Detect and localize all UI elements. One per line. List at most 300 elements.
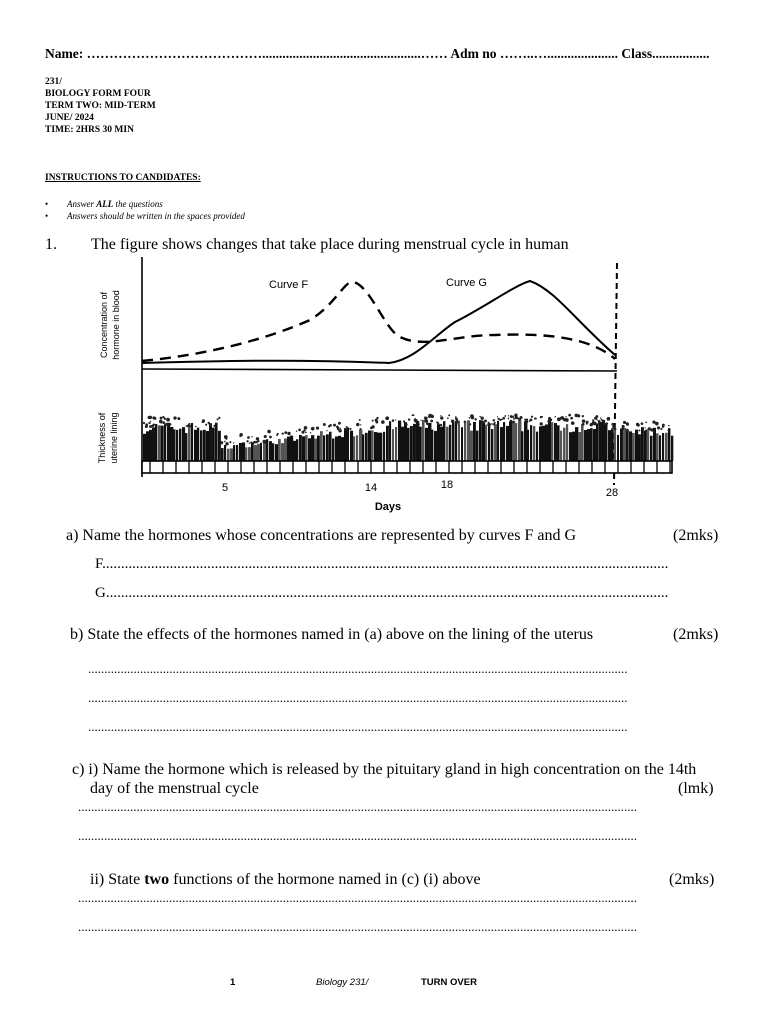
lining-stroke xyxy=(215,423,218,461)
lining-speck xyxy=(340,428,341,429)
lining-speck xyxy=(645,422,647,424)
term-title: TERM TWO: MID-TERM xyxy=(45,101,156,111)
instruction-item: • Answer ALL the questions xyxy=(45,199,163,209)
lining-stroke xyxy=(590,428,593,461)
lining-speck xyxy=(151,424,154,427)
lining-speck xyxy=(549,419,552,422)
lining-speck xyxy=(148,422,150,424)
lining-speck xyxy=(385,416,389,420)
lining-speck xyxy=(641,422,644,425)
lining-speck xyxy=(263,440,267,444)
lining-speck xyxy=(570,417,573,420)
lining-stroke xyxy=(209,424,212,461)
exam-time: TIME: 2HRS 30 MIN xyxy=(45,125,134,135)
lining-stroke xyxy=(644,431,647,461)
lining-speck xyxy=(225,438,227,440)
lining-speck xyxy=(582,415,584,417)
lining-stroke xyxy=(206,431,209,461)
lining-stroke xyxy=(596,424,599,461)
lining-stroke xyxy=(203,430,206,461)
lining-stroke xyxy=(218,431,221,461)
lining-stroke xyxy=(449,425,451,461)
lining-stroke xyxy=(494,424,497,461)
lining-stroke xyxy=(284,438,287,461)
lining-speck xyxy=(555,416,556,417)
lining-speck xyxy=(436,421,438,423)
lining-stroke xyxy=(437,424,440,461)
curve-f-label: Curve F xyxy=(269,279,309,291)
answer-line-1b-3[interactable]: ...................................................................................................................................................................... xyxy=(88,719,628,734)
lining-speck xyxy=(502,417,505,420)
lining-stroke xyxy=(245,447,247,461)
lining-speck xyxy=(510,420,512,422)
uterine-lining-diagram xyxy=(143,413,673,461)
lining-speck xyxy=(224,441,226,443)
lining-speck xyxy=(623,421,626,424)
lining-stroke xyxy=(314,439,317,461)
lining-stroke xyxy=(476,431,478,461)
question-1c-i-line2: day of the menstrual cycle xyxy=(90,780,259,797)
menstrual-cycle-figure xyxy=(95,255,695,515)
lining-stroke xyxy=(428,423,431,461)
question-stem: The figure shows changes that take place during menstrual cycle in human xyxy=(91,236,569,253)
lining-speck xyxy=(484,420,487,423)
lining-speck xyxy=(451,419,455,423)
lining-speck xyxy=(269,436,272,439)
lining-speck xyxy=(287,432,290,435)
lining-speck xyxy=(177,417,180,420)
answer-line-1c-ii-1[interactable]: ............................................................................................................................................................................ xyxy=(78,890,637,905)
lining-stroke xyxy=(539,426,542,461)
lining-stroke xyxy=(620,428,623,461)
question-1c-i-line1: c) i) Name the hormone which is released by the pituitary gland in high concentration on the 14th xyxy=(72,761,697,778)
lining-stroke xyxy=(512,421,515,461)
lining-speck xyxy=(491,423,493,425)
lining-stroke xyxy=(533,426,535,461)
lining-speck xyxy=(456,418,457,419)
lining-speck xyxy=(455,420,459,424)
lining-speck xyxy=(305,432,307,434)
lining-stroke xyxy=(161,426,164,461)
lining-stroke xyxy=(509,421,512,461)
lining-stroke xyxy=(404,422,407,461)
lining-speck xyxy=(218,417,220,419)
lining-speck xyxy=(455,416,457,418)
lining-speck xyxy=(475,418,477,420)
lining-stroke xyxy=(665,433,668,461)
lining-stroke xyxy=(611,428,614,461)
lining-stroke xyxy=(347,427,349,461)
lining-speck xyxy=(282,432,284,434)
lining-speck xyxy=(513,418,515,420)
question-number: 1. xyxy=(45,236,57,253)
lining-speck xyxy=(162,421,165,424)
x-axis-label: Days xyxy=(374,501,402,513)
ylabel-top-line1: Concentration of xyxy=(99,291,109,359)
lining-speck xyxy=(253,441,256,444)
lining-speck xyxy=(345,428,348,431)
answer-line-1c-i-1[interactable]: ............................................................................................................................................................................ xyxy=(78,799,637,814)
lining-speck xyxy=(166,418,170,422)
lining-stroke xyxy=(341,437,344,461)
lining-speck xyxy=(487,423,491,427)
lining-speck xyxy=(336,425,339,428)
lining-speck xyxy=(456,424,458,426)
lining-speck xyxy=(420,420,421,421)
lining-stroke xyxy=(278,439,281,461)
lining-stroke xyxy=(221,448,224,461)
lining-stroke xyxy=(371,430,374,461)
lining-stroke xyxy=(500,427,503,461)
lining-stroke xyxy=(401,427,404,461)
footer-paper-code: Biology 231/ xyxy=(316,977,369,988)
lining-stroke xyxy=(173,429,176,461)
lining-stroke xyxy=(626,431,629,461)
lining-speck xyxy=(479,416,481,418)
lining-stroke xyxy=(491,429,493,461)
lining-stroke xyxy=(182,427,185,461)
lining-speck xyxy=(333,424,336,427)
lining-speck xyxy=(508,415,509,416)
lining-speck xyxy=(169,423,172,426)
lining-speck xyxy=(161,422,163,424)
lining-speck xyxy=(499,419,501,421)
lining-speck xyxy=(529,420,531,422)
lining-speck xyxy=(392,419,395,422)
lining-stroke xyxy=(545,424,548,461)
paper-code: 231/ xyxy=(45,77,62,87)
lining-speck xyxy=(205,424,207,426)
lining-stroke xyxy=(329,432,332,461)
lining-stroke xyxy=(464,421,466,461)
day-tick-marks xyxy=(150,461,670,473)
lining-speck xyxy=(381,420,385,424)
lining-stroke xyxy=(356,435,358,461)
lining-speck xyxy=(652,420,655,423)
marks-1b: (2mks) xyxy=(673,626,719,643)
lining-stroke xyxy=(659,435,661,461)
lining-stroke xyxy=(353,436,355,461)
lining-speck xyxy=(636,423,639,426)
lining-speck xyxy=(440,415,441,416)
lining-stroke xyxy=(593,429,596,461)
lining-speck xyxy=(540,422,543,425)
lining-stroke xyxy=(653,428,656,461)
lining-speck xyxy=(440,416,443,419)
lining-stroke xyxy=(623,428,626,461)
lining-stroke xyxy=(380,433,382,461)
lining-speck xyxy=(542,416,543,417)
lining-stroke xyxy=(260,443,262,461)
lining-speck xyxy=(195,426,197,428)
lining-stroke xyxy=(335,436,338,461)
lining-stroke xyxy=(191,423,193,461)
lining-stroke xyxy=(179,429,181,461)
tick-label-5: 5 xyxy=(221,482,229,494)
lining-stroke xyxy=(305,435,308,461)
lining-speck xyxy=(612,425,615,428)
lining-stroke xyxy=(248,447,251,461)
lining-stroke xyxy=(470,431,473,461)
lining-stroke xyxy=(344,428,347,461)
lining-speck xyxy=(413,414,415,416)
lining-speck xyxy=(233,442,234,443)
question-1c-ii: ii) State two functions of the hormone named in (c) (i) above xyxy=(90,871,481,888)
marks-1a: (2mks) xyxy=(673,527,719,544)
lining-stroke xyxy=(422,420,425,461)
lining-speck xyxy=(534,417,536,419)
lining-stroke xyxy=(641,427,644,461)
lining-stroke xyxy=(332,438,334,461)
marks-1c-i: (lmk) xyxy=(678,780,714,797)
lining-stroke xyxy=(176,430,178,461)
answer-line-1b-2[interactable]: ...................................................................................................................................................................... xyxy=(88,690,628,705)
lining-stroke xyxy=(230,448,233,461)
lining-stroke xyxy=(443,421,445,461)
lining-speck xyxy=(424,419,428,423)
candidate-details-line: Name: …………………………………...............................................…… Adm no ……..…..................... Class................. xyxy=(45,46,710,61)
lining-stroke xyxy=(536,432,538,461)
lining-speck xyxy=(395,419,396,420)
lining-stroke xyxy=(431,430,433,461)
lining-speck xyxy=(338,422,341,425)
lining-speck xyxy=(229,441,231,443)
lining-stroke xyxy=(566,424,568,461)
lining-stroke xyxy=(599,422,602,461)
answer-line-g[interactable]: G...................................................................................................................................................... xyxy=(95,585,669,601)
lining-stroke xyxy=(155,424,157,461)
lining-speck xyxy=(301,431,304,434)
lining-stroke xyxy=(410,426,413,461)
lining-speck xyxy=(422,423,423,424)
lining-stroke xyxy=(455,421,457,461)
lining-stroke xyxy=(527,430,529,461)
lining-speck xyxy=(508,418,509,419)
lining-stroke xyxy=(560,431,562,461)
lining-speck xyxy=(513,417,514,418)
instruction-item: • Answers should be written in the spaces provided xyxy=(45,211,245,221)
lining-stroke xyxy=(569,432,572,461)
lining-speck xyxy=(239,433,243,437)
lining-speck xyxy=(316,426,319,429)
lining-stroke xyxy=(308,438,311,461)
lining-speck xyxy=(603,422,605,424)
lining-stroke xyxy=(146,431,149,461)
lining-speck xyxy=(213,425,215,427)
lining-stroke xyxy=(467,420,470,461)
lining-stroke xyxy=(572,432,575,461)
lining-speck xyxy=(480,420,484,424)
lining-stroke xyxy=(521,431,523,461)
lining-stroke xyxy=(542,426,545,461)
lining-speck xyxy=(626,429,629,432)
lining-stroke xyxy=(275,444,278,461)
lining-speck xyxy=(611,428,613,430)
lining-stroke xyxy=(158,425,161,461)
lining-stroke xyxy=(479,420,482,461)
lining-speck xyxy=(622,425,625,428)
lining-stroke xyxy=(407,428,410,461)
lining-speck xyxy=(186,425,188,427)
lining-stroke xyxy=(488,424,490,461)
lining-speck xyxy=(598,420,601,423)
lining-stroke xyxy=(557,425,560,461)
lining-stroke xyxy=(662,433,664,461)
lining-stroke xyxy=(188,428,191,461)
lining-speck xyxy=(372,420,374,422)
lining-speck xyxy=(592,419,593,420)
lining-speck xyxy=(428,414,432,418)
lining-speck xyxy=(346,426,348,428)
lining-stroke xyxy=(629,431,632,461)
lining-stroke xyxy=(197,428,199,461)
lining-speck xyxy=(645,430,647,432)
lining-stroke xyxy=(374,432,377,461)
lining-speck xyxy=(586,421,587,422)
lining-speck xyxy=(469,417,471,419)
lining-stroke xyxy=(320,431,323,461)
lining-speck xyxy=(150,421,151,422)
lining-stroke xyxy=(287,437,290,461)
lining-speck xyxy=(497,416,498,417)
lining-speck xyxy=(426,422,429,425)
lining-speck xyxy=(202,421,204,423)
lining-speck xyxy=(360,428,362,430)
tick-label-14: 14 xyxy=(364,482,378,494)
lining-stroke xyxy=(503,422,505,461)
lining-speck xyxy=(173,416,176,419)
answer-line-1c-i-2[interactable]: ............................................................................................................................................................................ xyxy=(78,828,637,843)
lining-stroke xyxy=(302,436,305,461)
question-1a: a) Name the hormones whose concentrations are represented by curves F and G xyxy=(66,527,577,544)
lining-speck xyxy=(356,423,359,426)
lining-stroke xyxy=(452,422,455,461)
lining-stroke xyxy=(227,449,230,461)
lining-stroke xyxy=(584,430,587,461)
lining-stroke xyxy=(413,424,416,461)
lining-speck xyxy=(310,432,311,433)
lining-stroke xyxy=(551,422,553,461)
lining-stroke xyxy=(296,439,298,461)
lining-stroke xyxy=(257,444,260,461)
lining-speck xyxy=(284,431,287,434)
lining-stroke xyxy=(635,430,638,461)
lining-stroke xyxy=(164,424,166,461)
lining-stroke xyxy=(224,445,226,461)
answer-line-1b-1[interactable]: ...................................................................................................................................................................... xyxy=(88,661,628,676)
lining-stroke xyxy=(290,436,293,461)
lining-stroke xyxy=(638,434,641,461)
lining-stroke xyxy=(365,433,368,461)
lining-stroke xyxy=(392,429,394,461)
lining-speck xyxy=(531,416,533,418)
lining-stroke xyxy=(608,430,611,461)
answer-line-1c-ii-2[interactable]: ............................................................................................................................................................................ xyxy=(78,919,637,934)
lining-stroke xyxy=(506,426,509,461)
lining-stroke xyxy=(650,436,653,461)
ylabel-bottom-line2: uterine lining xyxy=(109,412,119,464)
exam-date: JUNE/ 2024 xyxy=(45,113,94,123)
lining-stroke xyxy=(632,433,635,461)
lining-stroke xyxy=(323,435,325,461)
lining-stroke xyxy=(338,436,341,461)
lining-stroke xyxy=(434,431,437,461)
lining-speck xyxy=(657,426,660,429)
lining-speck xyxy=(440,424,442,426)
lining-speck xyxy=(493,419,495,421)
turn-over-note: TURN OVER xyxy=(421,977,477,988)
lining-speck xyxy=(251,436,252,437)
instructions-title: INSTRUCTIONS TO CANDIDATES: xyxy=(45,173,201,183)
answer-line-f[interactable]: F....................................................................................................................................................... xyxy=(95,556,669,572)
lining-stroke xyxy=(194,430,197,461)
lining-stroke xyxy=(281,443,284,461)
lining-speck xyxy=(430,420,433,423)
lining-speck xyxy=(225,442,228,445)
lining-stroke xyxy=(170,427,173,461)
lining-speck xyxy=(525,418,528,421)
lining-speck xyxy=(595,417,597,419)
lining-stroke xyxy=(446,427,449,461)
lining-speck xyxy=(264,435,267,438)
lining-speck xyxy=(417,423,419,425)
lining-stroke xyxy=(149,430,152,461)
lining-speck xyxy=(668,430,669,431)
lining-speck xyxy=(661,428,663,430)
lining-speck xyxy=(247,436,250,439)
lining-speck xyxy=(607,417,611,421)
curve-f xyxy=(142,282,615,361)
lining-speck xyxy=(217,418,219,420)
lining-stroke xyxy=(386,426,389,461)
lining-speck xyxy=(408,418,410,420)
lining-speck xyxy=(575,414,578,417)
lining-speck xyxy=(639,429,641,431)
lining-stroke xyxy=(251,442,254,461)
lining-speck xyxy=(145,425,148,428)
lining-speck xyxy=(612,423,613,424)
lining-stroke xyxy=(524,421,527,461)
lining-speck xyxy=(371,425,374,428)
lining-speck xyxy=(165,423,168,426)
lining-stroke xyxy=(554,423,557,461)
lining-speck xyxy=(143,422,145,424)
lining-stroke xyxy=(266,439,268,461)
lining-stroke xyxy=(425,428,428,461)
lining-speck xyxy=(606,422,608,424)
lining-stroke xyxy=(368,431,371,461)
lining-speck xyxy=(250,442,252,444)
lining-stroke xyxy=(416,421,419,461)
lining-stroke xyxy=(299,435,302,461)
lining-speck xyxy=(560,416,564,420)
lining-speck xyxy=(414,419,418,423)
lining-speck xyxy=(376,417,378,419)
lining-speck xyxy=(360,424,361,425)
lining-speck xyxy=(403,420,405,422)
lining-stroke xyxy=(617,435,619,461)
lining-speck xyxy=(600,417,602,419)
lining-speck xyxy=(405,423,407,425)
lining-speck xyxy=(464,421,466,423)
lining-speck xyxy=(472,417,473,418)
lining-speck xyxy=(504,415,506,417)
tick-label-18: 18 xyxy=(440,479,454,491)
lining-speck xyxy=(149,416,153,420)
lining-speck xyxy=(593,422,597,426)
lining-speck xyxy=(582,419,586,423)
lining-stroke xyxy=(167,423,170,461)
